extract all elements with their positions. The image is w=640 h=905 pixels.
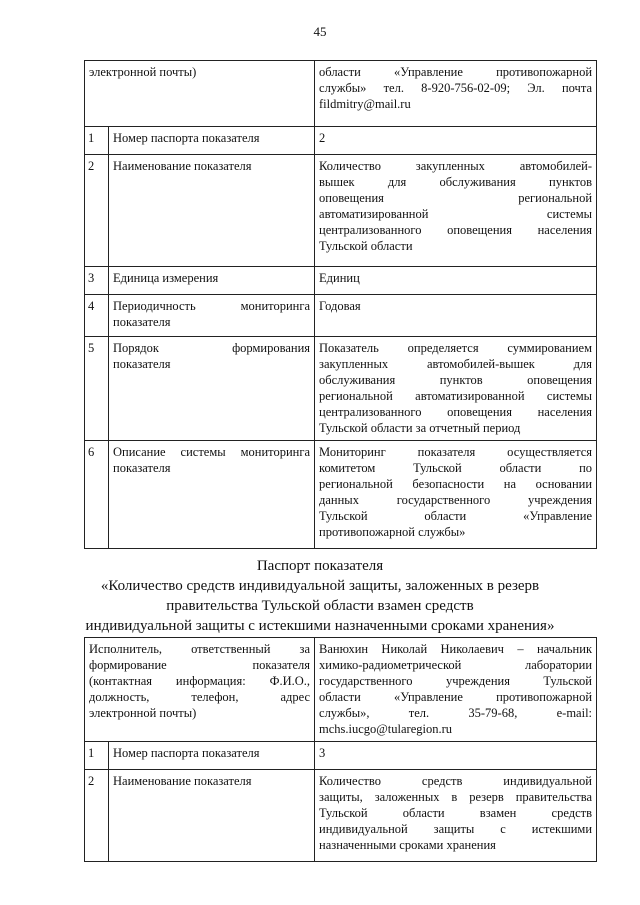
row-value-line: 2 (319, 131, 326, 145)
row-label-line: Периодичность мониторинга (113, 299, 311, 313)
passport-title (0, 556, 640, 636)
row-value-line: региональной автоматизированной системы (319, 389, 593, 403)
row-value-line: назначенными сроками хранения (319, 838, 496, 852)
table-row (85, 155, 597, 267)
row-value-line: вышек для обслуживания пунктов (319, 175, 593, 189)
row-value-line: защиты, заложенных в резерв правительства (319, 790, 593, 804)
table-row (85, 742, 597, 770)
contact-label-text: электронной почты) (89, 65, 197, 79)
row-label: Номер паспорта показателя (109, 742, 315, 770)
contact-email: mchs.iucgo@tularegion.ru (319, 722, 453, 736)
indicator-passport-table-2 (84, 60, 597, 549)
row-number: 2 (85, 155, 109, 267)
row-value-line: индивидуальной защиты с истекшими (319, 822, 593, 836)
row-value-line: закупленных автомобилей-вышек для (319, 357, 593, 371)
row-value-line: Тульской области (319, 239, 413, 253)
row-label-line: Описание системы мониторинга (113, 445, 311, 459)
row-number: 1 (85, 742, 109, 770)
contact-label-cell (85, 638, 315, 742)
row-value (315, 441, 597, 549)
row-label: Наименование показателя (109, 155, 315, 267)
row-value-line: данных государственного учреждения (319, 493, 593, 507)
passport-title-name-line: «Количество средств индивидуальной защиты, заложенных в резерв (100, 578, 540, 594)
row-value-line: Количество средств индивидуальной (319, 774, 593, 788)
contact-value-cell (315, 638, 597, 742)
row-value-line: автоматизированной системы (319, 207, 593, 221)
row-value-line: 3 (319, 746, 326, 760)
contact-value-line: службы» тел. 8-920-756-02-09; Эл. почта (319, 81, 593, 95)
row-value-line: Мониторинг показателя осуществляется (319, 445, 593, 459)
row-value (315, 295, 597, 337)
passport-title-heading: Паспорт показателя (256, 558, 384, 574)
row-value-line: региональной безопасности на основании (319, 477, 593, 491)
table-row (85, 770, 597, 862)
table-row (85, 127, 597, 155)
contact-label-line: должность, телефон, адрес (89, 690, 311, 704)
row-number: 4 (85, 295, 109, 337)
row-label: Номер паспорта показателя (109, 127, 315, 155)
contact-value-cell (315, 61, 597, 127)
contact-value-line: области «Управление противопожарной (319, 690, 593, 704)
row-value-line: Количество закупленных автомобилей- (319, 159, 593, 173)
row-label: Единица измерения (109, 267, 315, 295)
row-label-line: показателя (113, 357, 171, 371)
contact-value-line: области «Управление противопожарной (319, 65, 593, 79)
table-row (85, 441, 597, 549)
row-value (315, 155, 597, 267)
table-row (85, 267, 597, 295)
row-value (315, 337, 597, 441)
row-value-line: Единиц (319, 271, 360, 285)
contact-value-line: Ванюхин Николай Николаевич – начальник (319, 642, 593, 656)
row-number: 3 (85, 267, 109, 295)
row-number: 2 (85, 770, 109, 862)
row-value (315, 770, 597, 862)
passport-title-name-line: правительства Тульской области взамен средств (166, 598, 474, 614)
row-value-line: централизованного оповещения населения (319, 223, 593, 237)
row-number: 6 (85, 441, 109, 549)
table-row (85, 337, 597, 441)
contact-label-line: электронной почты) (89, 706, 197, 720)
row-value-line: комитетом Тульской области по (319, 461, 593, 475)
row-label (109, 441, 315, 549)
contact-value-line: государственного учреждения Тульской (319, 674, 593, 688)
page-number: 45 (313, 24, 327, 39)
row-value-line: централизованного оповещения населения (319, 405, 593, 419)
table-row-header (85, 638, 597, 742)
row-label-line: Порядок формирования (113, 341, 311, 355)
contact-value-line: химико-радиометрической лаборатории (319, 658, 593, 672)
table-row-header (85, 61, 597, 127)
table-row (85, 295, 597, 337)
row-number: 1 (85, 127, 109, 155)
row-value (315, 267, 597, 295)
passport-title-name-line: индивидуальной защиты с истекшими назначенными сроками хранения» (85, 618, 555, 634)
row-value-line: Годовая (319, 299, 361, 313)
row-value-line: Тульской области взамен средств (319, 806, 593, 820)
row-label-line: показателя (113, 461, 171, 475)
row-value-line: Тульской области «Управление (319, 509, 593, 523)
row-label (109, 337, 315, 441)
row-value-line: обслуживания пунктов оповещения (319, 373, 593, 387)
contact-label-cell (85, 61, 315, 127)
contact-label-line: формирование показателя (89, 658, 311, 672)
contact-label-line: Исполнитель, ответственный за (89, 642, 311, 656)
row-value-line: Тульской области за отчетный период (319, 421, 521, 435)
contact-email: fildmitry@mail.ru (319, 97, 411, 111)
row-label (109, 295, 315, 337)
row-value (315, 127, 597, 155)
row-value-line: оповещения региональной (319, 191, 593, 205)
contact-label-line: (контактная информация: Ф.И.О., (89, 674, 311, 688)
contact-value-line: службы», тел. 35-79-68, e-mail: (319, 706, 593, 720)
row-value (315, 742, 597, 770)
row-label: Наименование показателя (109, 770, 315, 862)
row-value-line: противопожарной службы» (319, 525, 466, 539)
row-number: 5 (85, 337, 109, 441)
row-label-line: показателя (113, 315, 171, 329)
indicator-passport-table-3 (84, 637, 597, 862)
row-value-line: Показатель определяется суммированием (319, 341, 593, 355)
